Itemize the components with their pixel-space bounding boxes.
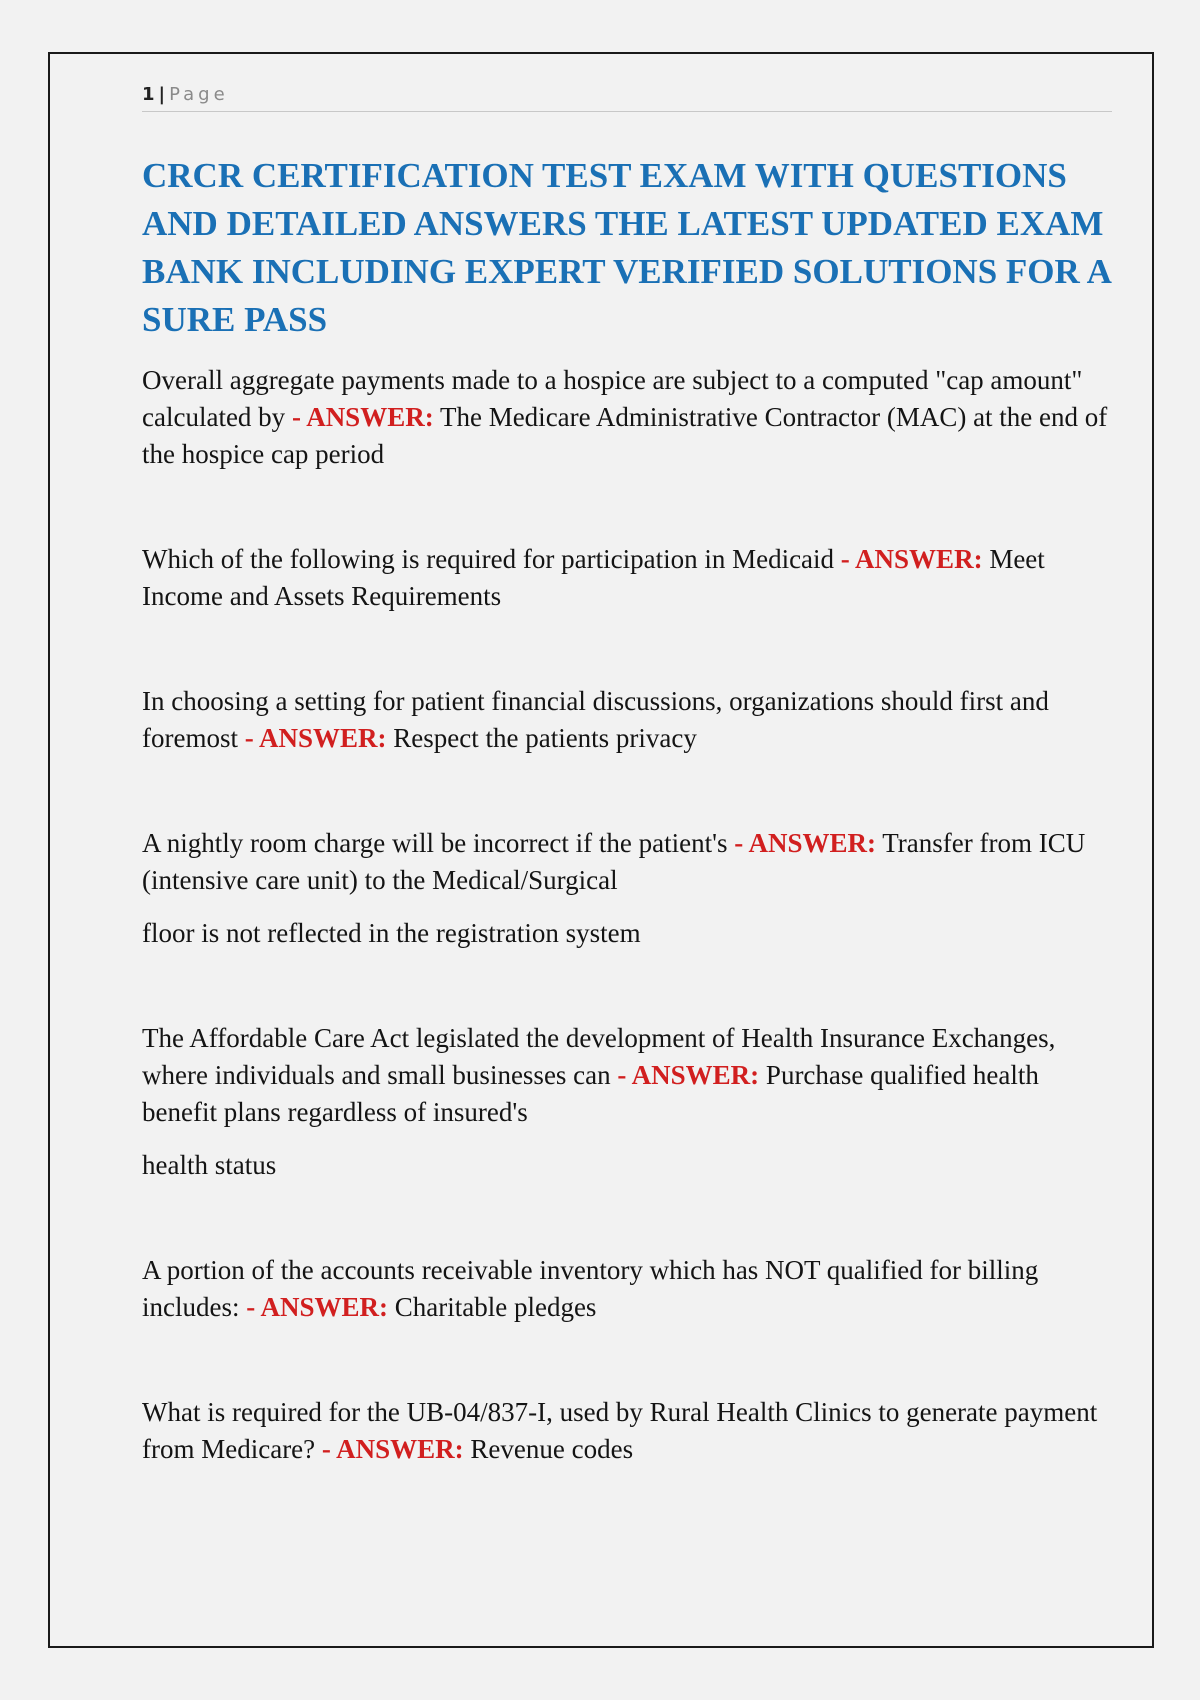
qa-answer: Purchase qualified health benefit plans regardless of insured's [142,1060,1039,1127]
qa-answer: Charitable pledges [394,1292,597,1322]
answer-marker: - ANSWER: [321,1434,464,1464]
page-label: Page [169,84,229,105]
qa-question: What is required for the UB-04/837-I, used by Rural Health Clinics to generate payment from Medicare? [142,1397,1098,1464]
qa-item [142,1252,1117,1326]
qa-item [142,541,1117,615]
answer-marker: - ANSWER: [291,402,434,432]
qa-item [142,362,1117,473]
page-header [142,78,1112,112]
answer-marker: - ANSWER: [617,1060,760,1090]
answer-marker: - ANSWER: [734,828,876,858]
answer-marker: - ANSWER: [840,544,983,574]
page-number: 1 [142,84,155,105]
qa-item [142,825,1117,952]
qa-question: Overall aggregate payments made to a hospice are subject to a computed "cap amount" calculated by [142,365,1083,432]
qa-item [142,1394,1117,1468]
qa-answer-continuation: health status [142,1150,277,1180]
qa-question: A nightly room charge will be incorrect if the patient's [142,828,728,858]
qa-answer: Revenue codes [470,1434,634,1464]
qa-question: The Affordable Care Act legislated the development of Health Insurance Exchanges, where individuals and small businesses can [142,1023,1056,1090]
answer-marker: - ANSWER: [244,723,387,753]
qa-answer: Respect the patients privacy [393,723,697,753]
qa-answer: The Medicare Administrative Contractor (MAC) at the end of the hospice cap period [142,402,1108,469]
document-title: CRCR CERTIFICATION TEST EXAM WITH QUESTIONS AND DETAILED ANSWERS THE LATEST UPDATED EXAM BANK INCLUDING EXPERT VERIFIED SOLUTIONS FOR A SURE PASS [142,156,1110,339]
qa-answer: Meet Income and Assets Requirements [142,544,1045,611]
page-header-separator: | [158,84,166,105]
qa-item [142,1020,1117,1184]
qa-answer: Transfer from ICU (intensive care unit) to the Medical/Surgical [142,828,1086,895]
qa-answer-continuation: floor is not reflected in the registration system [142,918,641,948]
qa-item [142,683,1117,757]
qa-question: In choosing a setting for patient financial discussions, organizations should first and foremost [142,686,1049,753]
document-page [48,52,1154,1648]
page-content [142,152,1117,1468]
qa-question: Which of the following is required for participation in Medicaid [142,544,835,574]
answer-marker: - ANSWER: [246,1292,388,1322]
qa-question: A portion of the accounts receivable inventory which has NOT qualified for billing includes: [142,1255,1039,1322]
